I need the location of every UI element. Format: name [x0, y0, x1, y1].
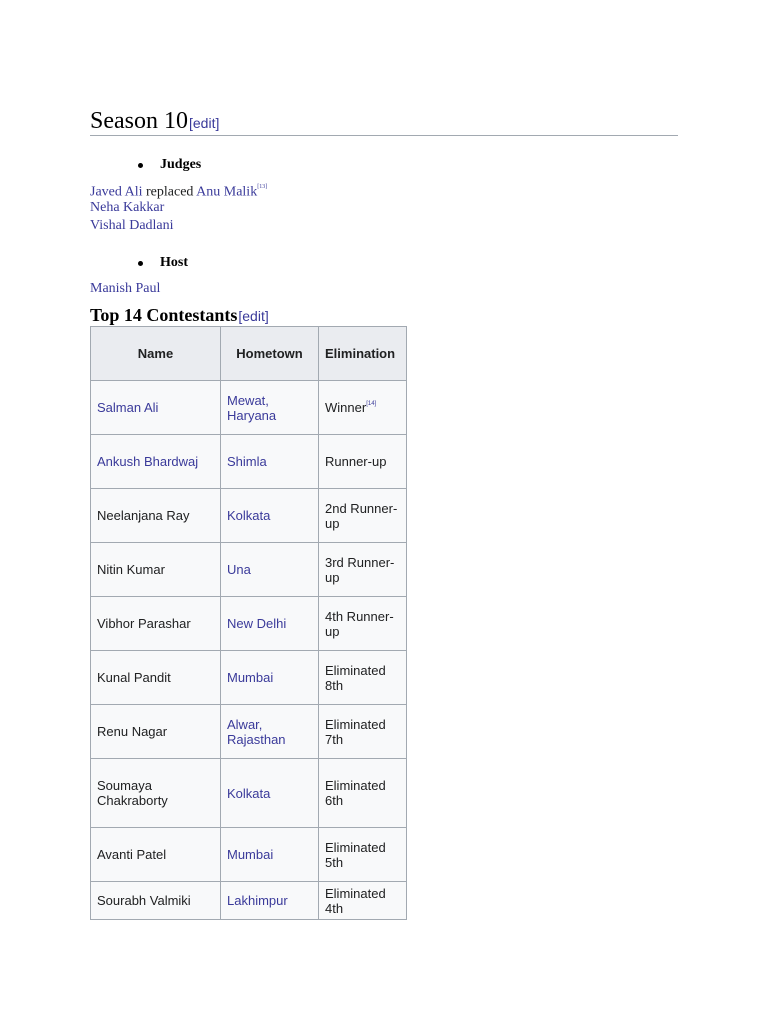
contestant-hometown[interactable]: Una — [221, 543, 319, 597]
judge-link-anu-malik[interactable]: Anu Malik — [196, 184, 258, 200]
host-link-manish-paul[interactable]: Manish Paul — [90, 281, 161, 296]
judge-connector: replaced — [142, 184, 197, 200]
host-line — [90, 280, 160, 298]
contestant-name: Nitin Kumar — [91, 543, 221, 597]
judge-line-2 — [90, 199, 164, 217]
contestant-name: Vibhor Parashar — [91, 597, 221, 651]
elimination-reference[interactable]: [14] — [366, 400, 377, 407]
column-header-hometown[interactable]: Hometown — [221, 327, 319, 381]
contestant-elimination: Runner-up — [319, 435, 407, 489]
contestant-elimination: Eliminated 5th — [319, 828, 407, 882]
contestant-name: Renu Nagar — [91, 705, 221, 759]
bullet-dot-icon — [138, 163, 143, 168]
contestant-hometown[interactable]: Mewat, Haryana — [221, 381, 319, 435]
table-row — [91, 381, 407, 435]
table-row — [91, 489, 407, 543]
judges-bullet — [138, 157, 201, 173]
section-heading — [90, 108, 678, 136]
table-row — [91, 435, 407, 489]
contestant-elimination: 4th Runner-up — [319, 597, 407, 651]
contestant-name[interactable]: Ankush Bhardwaj — [91, 435, 221, 489]
contestant-hometown[interactable]: Kolkata — [221, 489, 319, 543]
judge-link-neha-kakkar[interactable]: Neha Kakkar — [90, 200, 165, 215]
table-row — [91, 543, 407, 597]
host-heading: Host — [160, 255, 188, 270]
contestant-elimination: 2nd Runner-up — [319, 489, 407, 543]
contestant-name: Sourabh Valmiki — [91, 882, 221, 920]
table-row — [91, 597, 407, 651]
contestant-elimination — [319, 381, 407, 435]
contestant-name: Neelanjana Ray — [91, 489, 221, 543]
table-row — [91, 759, 407, 828]
table-header-row — [91, 327, 407, 381]
judges-heading: Judges — [160, 157, 202, 172]
column-header-elimination[interactable]: Elimination — [319, 327, 407, 381]
column-header-name[interactable]: Name — [91, 327, 221, 381]
contestant-hometown[interactable]: Lakhimpur — [221, 882, 319, 920]
contestant-name: Avanti Patel — [91, 828, 221, 882]
section-title: Season 10 — [90, 108, 188, 134]
contestant-elimination: Eliminated 8th — [319, 651, 407, 705]
elimination-text: Winner — [325, 400, 367, 415]
judge-link-javed-ali[interactable]: Javed Ali — [90, 184, 143, 200]
table-row — [91, 828, 407, 882]
contestant-hometown[interactable]: Mumbai — [221, 828, 319, 882]
contestant-hometown[interactable]: Alwar, Rajasthan — [221, 705, 319, 759]
contestant-name: Soumaya Chakraborty — [91, 759, 221, 828]
contestant-hometown[interactable]: Shimla — [221, 435, 319, 489]
judge-reference[interactable]: [13] — [257, 184, 268, 190]
contestant-elimination: 3rd Runner-up — [319, 543, 407, 597]
table-row — [91, 651, 407, 705]
contestants-edit-link[interactable]: [edit] — [238, 308, 269, 324]
judge-line-3 — [90, 217, 174, 235]
contestant-elimination: Eliminated 6th — [319, 759, 407, 828]
contestants-heading — [90, 305, 269, 326]
host-bullet — [138, 255, 188, 271]
section-edit-link[interactable]: [edit] — [189, 115, 220, 131]
contestant-elimination: Eliminated 4th — [319, 882, 407, 920]
judge-link-vishal-dadlani[interactable]: Vishal Dadlani — [90, 218, 174, 233]
contestants-table — [90, 326, 407, 920]
contestants-title: Top 14 Contestants — [90, 305, 238, 325]
contestant-hometown[interactable]: New Delhi — [221, 597, 319, 651]
contestant-hometown[interactable]: Kolkata — [221, 759, 319, 828]
contestant-name: Kunal Pandit — [91, 651, 221, 705]
bullet-dot-icon — [138, 261, 143, 266]
table-row — [91, 882, 407, 920]
contestant-name[interactable]: Salman Ali — [91, 381, 221, 435]
contestant-elimination: Eliminated 7th — [319, 705, 407, 759]
contestant-hometown[interactable]: Mumbai — [221, 651, 319, 705]
table-row — [91, 705, 407, 759]
